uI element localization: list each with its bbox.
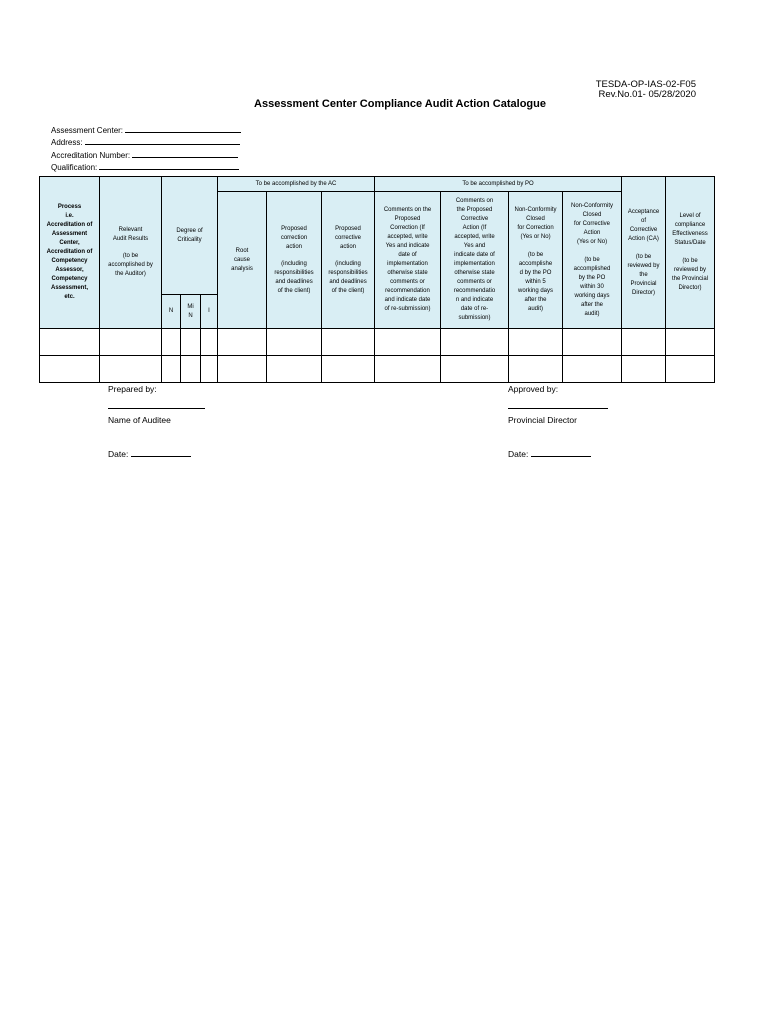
process-header: Process i.e. Accreditation of Assessment Center, Accreditation of Competency Assessor, Competency Assessment, etc. — [40, 177, 100, 329]
revision-number: Rev.No.01- 05/28/2020 — [598, 89, 696, 100]
approved-date-field[interactable]: Date: — [508, 448, 591, 460]
audit-results-header: Relevant Audit Results (to be accomplished by the Auditor) — [100, 177, 162, 329]
nc-correction-header: Non-Conformity Closed for Correction (Yes or No) (to be accomplishe d by the PO within 5 working days after the audit) — [509, 192, 563, 329]
table-row — [40, 329, 715, 356]
approved-by-label: Approved by: — [508, 384, 559, 394]
prepared-signature-line[interactable] — [108, 400, 205, 412]
prepared-date-field[interactable]: Date: — [108, 448, 191, 460]
compliance-level-header: Level of compliance Effectiveness Status/Date (to be reviewed by the Provincial Director) — [666, 177, 715, 329]
address-field[interactable]: Address: — [51, 136, 241, 148]
director-name-label: Provincial Director — [508, 415, 577, 425]
qualification-field[interactable]: Qualification: — [51, 161, 241, 173]
criticality-n: N — [162, 295, 181, 329]
comments-corrective-header: Comments on the Proposed Corrective Action (If accepted, write Yes and indicate date of implementation otherwise state comments or recommendatio n and indicate date of re- submission) — [441, 192, 509, 329]
po-group-header: To be accomplished by PO — [375, 177, 622, 192]
ac-group-header: To be accomplished by the AC — [218, 177, 375, 192]
header-fields — [51, 124, 241, 173]
acceptance-header: Acceptance of Corrective Action (CA) (to be reviewed by the Provincial Director) — [622, 177, 666, 329]
corrective-action-header: Proposed corrective action (including responsibilities and deadlines of the client) — [322, 192, 375, 329]
criticality-header: Degree of Criticality — [162, 177, 218, 295]
comments-correction-header: Comments on the Proposed Correction (If accepted, write Yes and indicate date of implementation otherwise state comments or recommendation and indicate date of re-submission) — [375, 192, 441, 329]
criticality-i: I — [201, 295, 218, 329]
accreditation-number-field[interactable]: Accreditation Number: — [51, 149, 241, 161]
auditee-name-label: Name of Auditee — [108, 415, 171, 425]
criticality-min: Mi N — [181, 295, 201, 329]
audit-action-table — [39, 176, 715, 383]
page-title: Assessment Center Compliance Audit Action Catalogue — [254, 98, 546, 110]
doc-code: TESDA-OP-IAS-02-F05 — [595, 79, 696, 90]
correction-action-header: Proposed correction action (including responsibilities and deadlines of the client) — [267, 192, 322, 329]
document-code — [596, 80, 696, 100]
nc-corrective-header: Non-Conformity Closed for Corrective Action (Yes or No) (to be accomplished by the PO within 30 working days after the audit) — [563, 192, 622, 329]
assessment-center-field[interactable]: Assessment Center: — [51, 124, 241, 136]
root-cause-header: Root cause analysis — [218, 192, 267, 329]
prepared-by-label: Prepared by: — [108, 384, 157, 394]
table-row — [40, 356, 715, 383]
approved-signature-line[interactable] — [508, 400, 608, 412]
